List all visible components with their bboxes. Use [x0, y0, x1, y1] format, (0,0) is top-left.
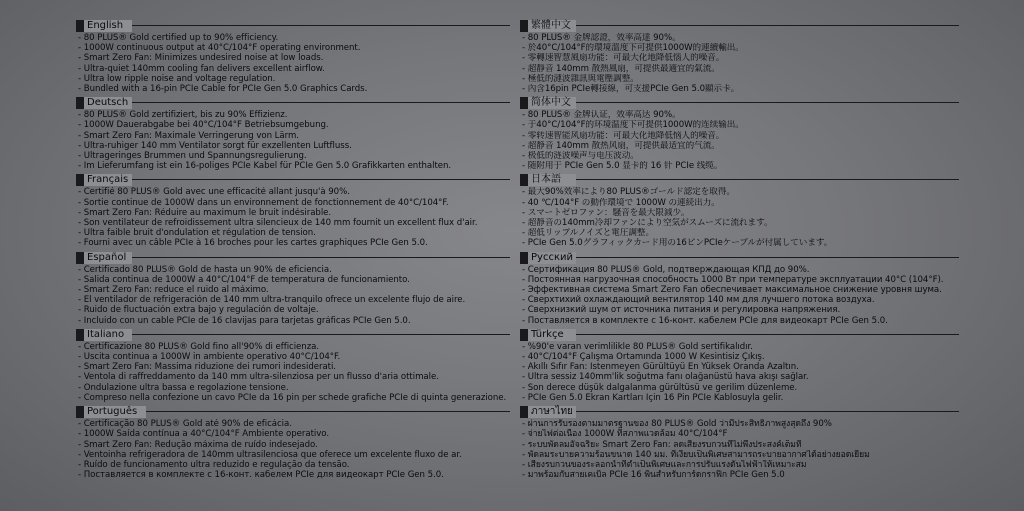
feature-list [520, 419, 965, 480]
heading-marker-icon [78, 176, 83, 184]
feature-item: - 随附用于 PCIe Gen 5.0 显卡的 16 针 PCIe 线缆。 [522, 161, 723, 172]
feature-item: - Certificação 80 PLUS® Gold até 90% de eficácia. [78, 419, 292, 430]
feature-item: - Son derece düşük dalgalanma gürültüsü ve gerilim düzenleme. [522, 382, 798, 393]
divider [76, 179, 510, 180]
heading-marker-icon [522, 408, 527, 416]
feature-item: - Ultra-ruhiger 140 mm Ventilator sorgt für exzellenten Luftfluss. [78, 140, 352, 151]
divider [76, 334, 510, 335]
divider [520, 179, 959, 180]
heading-marker-icon [522, 331, 527, 339]
feature-list [76, 265, 516, 326]
feature-item: - 於40°C/104°F的環境溫度下可提供1000W的連續輸出。 [522, 43, 744, 54]
divider [520, 257, 959, 258]
feature-item: - 于40°C/104°F的环境温度下可提供1000W的连续输出。 [522, 120, 744, 131]
feature-item: - Ruido de fluctuación extra bajo y regulación de voltaje. [78, 305, 319, 316]
feature-item: - 超靜音 140mm 散熱風扇，可提供最適宜的氣流。 [522, 63, 720, 74]
feature-item: - Smart Zero Fan: Minimizes undesired noise at low loads. [78, 53, 324, 64]
heading-label: Русский [528, 252, 576, 264]
heading-marker-icon [522, 22, 527, 30]
section-t-rk-e [520, 329, 965, 406]
section-espa-ol [76, 252, 516, 329]
feature-item: - 极低的涟波噪声与电压波动。 [522, 151, 639, 162]
feature-item: - 零转速智能风扇功能：可最大化地降低恼人的噪音。 [522, 130, 725, 141]
heading-label: Deutsch [84, 97, 132, 109]
feature-item: - Постоянная нагрузочная способность 1000 Вт при температуре эксплуатации 40°C (104°F). [522, 274, 944, 285]
section-heading [520, 329, 965, 341]
feature-item: - Im Lieferumfang ist ein 16-poliges PCIe Kabel für PCIe Gen 5.0 Grafikkarten enthalten. [78, 161, 452, 172]
feature-item: - 超低リップルノイズと電圧調整。 [522, 228, 654, 239]
feature-item: - 40°C/104°F Çalışma Ortamında 1000 W Kesintisiz Çıkış. [522, 352, 765, 363]
heading-tab [520, 20, 576, 32]
divider [76, 102, 510, 103]
feature-list [76, 419, 516, 480]
feature-item: - Smart Zero Fan: reduce el ruido al máximo. [78, 285, 269, 296]
heading-label: 简体中文 [528, 97, 576, 109]
heading-tab [76, 252, 132, 264]
section-heading [76, 97, 516, 109]
feature-item: - Ventola di raffreddamento da 140 mm ultra-silenziosa per un flusso d'aria ottimale. [78, 372, 439, 383]
divider [520, 334, 959, 335]
heading-marker-icon [78, 99, 83, 107]
section-lang-right_column5 [520, 406, 965, 483]
feature-item: - %90'e varan verimlilikle 80 PLUS® Gold sertifikalıdır. [522, 341, 753, 352]
heading-tab [76, 329, 132, 341]
heading-marker-icon [78, 331, 83, 339]
heading-label: Português [84, 406, 146, 418]
section-lang-right_column3 [520, 252, 965, 329]
feature-item: - Ultra low ripple noise and voltage regulation. [78, 73, 276, 84]
feature-item: - 1000W continuous output at 40°C/104°F operating environment. [78, 43, 361, 54]
feature-item: - 最大90%效率により80 PLUS®ゴールド認定を取得。 [522, 187, 735, 198]
feature-item: - มาพร้อมกับสายเคเบิล PCIe 16 พินสำหรับการ์ดกราฟิก PCIe Gen 5.0 [522, 470, 785, 481]
feature-item: - Fourni avec un câble PCIe à 16 broches pour les cartes graphiques PCIe Gen 5.0. [78, 238, 428, 249]
heading-label: 繁體中文 [528, 20, 576, 32]
feature-list [76, 187, 516, 248]
feature-item: - Поставляется в комплекте с 16-конт. кабелем PCIe для видеокарт PCIe Gen 5.0. [78, 470, 444, 481]
heading-marker-icon [522, 254, 527, 262]
heading-marker-icon [78, 408, 83, 416]
feature-item: - Son ventilateur de refroidissement ultra silencieux de 140 mm fournit un excellent flux d'air. [78, 218, 478, 229]
heading-label: English [84, 20, 132, 32]
heading-label: Türkçe [528, 329, 576, 341]
heading-label: Español [84, 252, 132, 264]
section-heading [520, 20, 965, 32]
heading-tab [520, 174, 576, 186]
section-heading [76, 174, 516, 186]
section-heading [520, 406, 965, 418]
feature-item: - Smart Zero Fan: Redução máxima de ruído indesejado. [78, 439, 318, 450]
feature-item: - スマートゼロファン：騒音を最大限減少。 [522, 207, 690, 218]
feature-list [520, 342, 965, 403]
feature-item: - 80 PLUS® 金牌認證，效率高達 90%。 [522, 33, 681, 43]
feature-item: - Incluido con un cable PCIe de 16 clavijas para tarjetas gráficas PCIe Gen 5.0. [78, 315, 411, 326]
section-heading [76, 406, 516, 418]
feature-item: - Sortie continue de 1000W dans un environnement de fonctionnement de 40°C/104°F. [78, 197, 449, 208]
feature-item: - 80 PLUS® Gold certified up to 90% efficiency. [78, 33, 279, 43]
section-fran-ais [76, 174, 516, 251]
section-english [76, 20, 516, 97]
section-portugu-s [76, 406, 516, 483]
feature-item: - Certificado 80 PLUS® Gold de hasta un 90% de eficiencia. [78, 264, 332, 275]
feature-item: - Uscita continua a 1000W in ambiente operativo 40°C/104°F. [78, 352, 341, 363]
heading-tab [76, 20, 132, 32]
feature-item: - Ultrageringes Brummen und Spannungsregulierung. [78, 151, 307, 162]
heading-label: ภาษาไทย [528, 406, 576, 418]
feature-item: - 80 PLUS® Gold zertifiziert, bis zu 90% Effizienz. [78, 110, 288, 121]
divider [76, 25, 510, 26]
divider [76, 257, 510, 258]
feature-item: - 1000W Dauerabgabe bei 40°C/104°F Betriebsumgebung. [78, 120, 329, 131]
feature-item: - 80 PLUS® 金牌认证，效率高达 90%。 [522, 110, 681, 121]
feature-item: - Сертификация 80 PLUS® Gold, подтверждающая КПД до 90%. [522, 264, 810, 275]
feature-list [76, 110, 516, 171]
heading-marker-icon [522, 99, 527, 107]
section-italiano [76, 329, 516, 406]
heading-tab [76, 406, 146, 418]
feature-item: - Ruído de funcionamento ultra reduzido e regulação da tensão. [78, 459, 350, 470]
heading-tab [520, 406, 576, 418]
feature-item: - PCIe Gen 5.0 Ekran Kartları İçin 16 Pin PCIe Kablosuyla gelir. [522, 392, 784, 403]
feature-item: - พัดลมระบายความร้อนขนาด 140 มม. ที่เงียบเป็นพิเศษสามารถระบายอากาศได้อย่างยอดเยี่ยม [522, 449, 870, 460]
heading-tab [520, 329, 576, 341]
feature-item: - Эффективная система Smart Zero Fan обеспечивает максимальное снижение уровня шума. [522, 285, 942, 296]
feature-item: - Smart Zero Fan: Massima riduzione dei rumori indesiderati. [78, 362, 336, 373]
heading-marker-icon [522, 176, 527, 184]
heading-label: Français [84, 174, 132, 186]
feature-list [520, 110, 965, 171]
feature-list [520, 265, 965, 326]
right-column [520, 20, 965, 483]
section-heading [520, 252, 965, 264]
section-lang-right_column1 [520, 97, 965, 174]
section-heading [520, 97, 965, 109]
feature-item: - Ultra-quiet 140mm cooling fan delivers excellent airflow. [78, 63, 325, 74]
left-column [76, 20, 516, 483]
feature-item: - Certifié 80 PLUS® Gold avec une efficacité allant jusqu'à 90%. [78, 187, 350, 198]
heading-label: Italiano [84, 329, 132, 341]
feature-list [520, 33, 965, 94]
section-lang-right_column0 [520, 20, 965, 97]
feature-item: - 內含16pin PCIe轉接線，可支援PCIe Gen 5.0顯示卡。 [522, 84, 740, 95]
feature-item: - Ultra faible bruit d'ondulation et régulation de tension. [78, 228, 316, 239]
feature-item: - Ondulazione ultra bassa e regolazione tensione. [78, 382, 289, 393]
feature-item: - Bundled with a 16-pin PCIe Cable for PCIe Gen 5.0 Graphics Cards. [78, 84, 368, 95]
feature-item: - Поставляется в комплекте с 16-конт. кабелем PCIe для видеокарт PCIe Gen 5.0. [522, 315, 888, 326]
feature-item: - ระบบพัดลมอัจฉริยะ Smart Zero Fan: ลดเสียงรบกวนที่ไม่พึงประสงค์เต็มที่ [522, 439, 802, 450]
feature-item: - 極低的漣波雜訊與電壓調整。 [522, 73, 639, 84]
feature-item: - จ่ายไฟต่อเนื่อง 1000W ที่สภาพแวดล้อม 40°C/104°F [522, 429, 728, 440]
feature-item: - Smart Zero Fan: Réduire au maximum le bruit indésirable. [78, 207, 332, 218]
heading-tab [520, 97, 576, 109]
divider [520, 102, 959, 103]
feature-item: - 1000W Saída contínua a 40°C/104°F Ambiente operativo. [78, 429, 330, 440]
section-heading [76, 329, 516, 341]
section-deutsch [76, 97, 516, 174]
feature-item: - 超静音 140mm 散热风扇，可提供最适宜的气流。 [522, 140, 720, 151]
feature-item: - 40 ℃/104°F の動作環境で 1000W の連続出力。 [522, 197, 720, 208]
feature-item: - El ventilador de refrigeración de 140 mm ultra-tranquilo ofrece un excelente flujo de aire. [78, 295, 466, 306]
heading-label: 日本語 [528, 174, 576, 186]
feature-list [76, 342, 516, 403]
feature-item: - เสียงรบกวนของระลอกน้ำที่ต่ำเป็นพิเศษและการปรับแรงดันไฟฟ้าให้เหมาะสม [522, 459, 807, 470]
feature-item: - ผ่านการรับรองตามมาตรฐานของ 80 PLUS® Gold ว่ามีประสิทธิภาพสูงสุดถึง 90% [522, 419, 832, 430]
feature-item: - Ventoinha refrigeradora de 140mm ultrasilenciosa que oferece um excelente fluxo de ar. [78, 449, 462, 460]
section-heading [520, 174, 965, 186]
section-heading [76, 252, 516, 264]
heading-marker-icon [78, 254, 83, 262]
feature-item: - Salida continua de 1000W a 40°C/104°F de temperatura de funcionamiento. [78, 274, 410, 285]
heading-tab [76, 174, 132, 186]
feature-item: - Сверхнизкий шум от источника питания и регулировка напряжения. [522, 305, 841, 316]
feature-list [76, 33, 516, 94]
divider [520, 25, 959, 26]
heading-tab [76, 97, 132, 109]
feature-item: - Akıllı Sıfır Fan: İstenmeyen Gürültüyü En Yüksek Oranda Azaltın. [522, 362, 799, 373]
feature-item: - PCIe Gen 5.0グラフィックカード用の16ピンPCIeケーブルが付属しています。 [522, 238, 833, 249]
feature-item: - 零轉速智慧風扇功能：可最大化地降低惱人的噪音。 [522, 53, 725, 64]
feature-list [520, 187, 965, 248]
heading-marker-icon [78, 22, 83, 30]
section-heading [76, 20, 516, 32]
section-lang-right_column2 [520, 174, 965, 251]
feature-item: - Сверхтихий охлаждающий вентилятор 140 мм для лучшего потока воздуха. [522, 295, 875, 306]
feature-item: - Compreso nella confezione un cavo PCIe da 16 pin per schede grafiche PCIe di quinta generazione. [78, 392, 507, 403]
feature-item: - Ultra sessiz 140mm'lik soğutma fanı olağanüstü hava akışı sağlar. [522, 372, 809, 383]
feature-item: - Certificazione 80 PLUS® Gold fino all'90% di efficienza. [78, 341, 320, 352]
feature-item: - Smart Zero Fan: Maximale Verringerung von Lärm. [78, 130, 299, 141]
divider [520, 411, 959, 412]
feature-item: - 超静音の140mm冷却ファンにより空気がスムーズに流れます。 [522, 218, 773, 229]
heading-tab [520, 252, 576, 264]
